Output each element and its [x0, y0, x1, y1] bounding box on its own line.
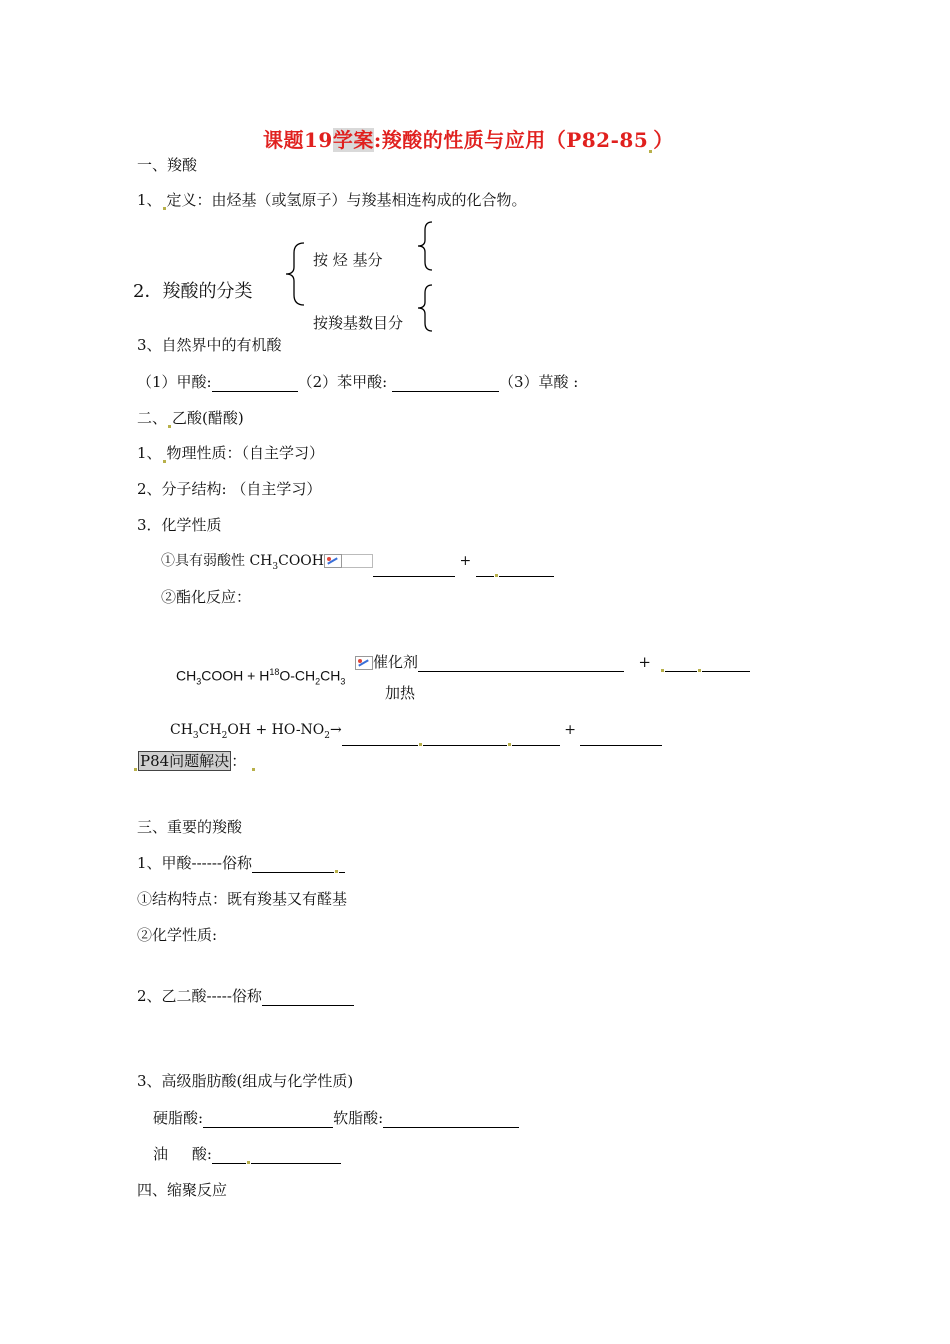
chemical-properties: 3．化学性质	[137, 516, 222, 534]
section-heading-1: 一、羧酸	[137, 156, 198, 174]
subscript: 2	[221, 730, 228, 741]
marker-dot	[508, 743, 511, 746]
nitration-blank-1[interactable]	[342, 729, 418, 746]
oleic-acid-label-b: 酸:	[191, 1145, 212, 1163]
title-end: ）	[653, 128, 674, 152]
section-heading-4: 四、缩聚反应	[137, 1181, 228, 1199]
water-blank-a[interactable]	[665, 655, 697, 672]
nitration-blank-4[interactable]	[580, 729, 662, 746]
marker-dot	[252, 768, 255, 771]
marker-dot	[495, 574, 498, 577]
subscript: 2	[315, 676, 321, 687]
page-title	[263, 124, 674, 153]
classification-label: 2．羧酸的分类	[133, 281, 253, 302]
plus-sign: +	[459, 553, 472, 569]
oleic-acid-blank-b[interactable]	[251, 1147, 341, 1164]
section-heading-3: 三、重要的羧酸	[137, 818, 243, 836]
formic-acid-text: 1、甲酸------俗称	[137, 854, 252, 872]
weak-acid-formula: COOH	[278, 553, 324, 569]
formula-part: CH	[198, 722, 222, 738]
formic-chemical-properties: ②化学性质:	[137, 926, 218, 944]
problem-solving-label: P84问题解决	[140, 752, 230, 770]
class-by-carboxyl-count: 按羧基数目分	[313, 314, 404, 332]
formula-part: CH	[320, 667, 341, 684]
marker-dot	[163, 207, 166, 210]
marker-dot	[247, 1161, 250, 1164]
stearic-acid-blank[interactable]	[203, 1111, 333, 1128]
marker-dot	[134, 768, 137, 771]
subscript: 3	[192, 730, 199, 741]
formula-part: COOH + H	[201, 667, 270, 684]
physical-text: 物理性质：（自主学习）	[166, 444, 325, 462]
formic-common-name-blank[interactable]	[252, 856, 334, 873]
definition-text: 定义：由烃基（或氢原子）与羧基相连构成的化合物。	[166, 191, 527, 209]
class-by-hydrocarbon: 按 烃 基分	[313, 251, 383, 269]
fatty-acid-heading: 3、高级脂肪酸(组成与化学性质)	[137, 1072, 354, 1090]
section-heading-2	[137, 408, 244, 428]
oxalic-common-name-blank[interactable]	[262, 989, 354, 1006]
catalyst-label: 催化剂	[373, 653, 419, 671]
formic-acid-line	[137, 853, 345, 873]
title-main: :羧酸的性质与应用（P82-85	[373, 128, 649, 152]
problem-solving-line	[133, 751, 256, 771]
esterification-equation	[176, 667, 345, 686]
product-blank-2a[interactable]	[476, 560, 494, 577]
subscript: 3	[340, 676, 346, 687]
formula-part: OH + HO-NO	[227, 722, 325, 738]
marker-dot	[335, 870, 338, 873]
superscript: 18	[269, 667, 280, 677]
left-brace	[284, 241, 306, 307]
title-prefix: 课题19	[263, 128, 333, 152]
section-2-title: 乙酸(醋酸)	[172, 409, 244, 427]
formic-acid-label: （1）甲酸:	[137, 373, 212, 391]
catalyst-line	[355, 652, 750, 672]
palmitic-acid-blank[interactable]	[383, 1111, 519, 1128]
oxalic-acid-line	[137, 986, 354, 1006]
product-blank-2b[interactable]	[499, 560, 554, 577]
oleic-acid-label-a: 油	[153, 1145, 169, 1163]
reaction-arrow-image	[324, 554, 342, 568]
marker-dot	[649, 150, 652, 153]
subscript: 2	[324, 730, 331, 741]
oxalic-acid-text: 2、乙二酸-----俗称	[137, 987, 262, 1005]
subscript: 3	[196, 676, 202, 687]
formic-common-name-end[interactable]	[339, 856, 345, 873]
stearic-acid-label: 硬脂酸:	[153, 1109, 204, 1127]
fatty-acid-line	[153, 1108, 519, 1128]
colon: ：	[231, 752, 247, 770]
natural-acids-heading: 3、自然界中的有机酸	[137, 336, 282, 354]
image-frame	[342, 554, 373, 568]
oleic-acid-blank-a[interactable]	[212, 1147, 246, 1164]
right-brace-1	[416, 220, 434, 272]
marker-dot	[661, 669, 664, 672]
ester-product-blank[interactable]	[418, 655, 624, 672]
section-2-number: 二、	[137, 409, 168, 427]
formic-acid-blank[interactable]	[212, 375, 298, 392]
definition-number: 1、	[137, 191, 162, 209]
palmitic-acid-label: 软脂酸:	[333, 1109, 384, 1127]
marker-dot	[168, 425, 171, 428]
arrow-icon: →	[330, 722, 342, 738]
molecular-structure: 2、分子结构: （自主学习）	[137, 480, 322, 498]
marker-dot	[163, 460, 166, 463]
nitration-blank-3[interactable]	[512, 729, 560, 746]
water-blank-b[interactable]	[702, 655, 750, 672]
weak-acid-text: ①具有弱酸性 CH	[161, 553, 273, 569]
reaction-arrow-image	[355, 656, 373, 670]
product-blank-1[interactable]	[373, 560, 455, 577]
structural-feature: ①结构特点：既有羧基又有醛基	[137, 890, 348, 908]
nitration-blank-2[interactable]	[423, 729, 507, 746]
plus-sign: +	[564, 722, 576, 738]
physical-properties	[137, 443, 324, 463]
plus-sign: +	[638, 653, 651, 671]
marker-dot	[698, 669, 701, 672]
oleic-acid-line	[153, 1144, 341, 1164]
marker-dot	[419, 743, 422, 746]
oxalic-acid-label: （3）草酸 :	[499, 373, 579, 391]
right-brace-2	[416, 283, 434, 333]
esterification-heading: ②酯化反应：	[161, 588, 252, 606]
benzoic-acid-blank[interactable]	[392, 375, 499, 392]
weak-acid-line	[161, 551, 554, 577]
formula-part: CH	[170, 722, 193, 738]
subscript: 3	[272, 561, 279, 572]
heat-condition: 加热	[385, 684, 416, 702]
benzoic-acid-label: （2）苯甲酸:	[297, 373, 388, 391]
formula-part: O-CH	[279, 667, 316, 684]
nitration-equation	[170, 720, 662, 746]
natural-acids-line	[137, 372, 578, 392]
physical-number: 1、	[137, 444, 162, 462]
definition-line	[137, 190, 527, 210]
title-highlight: 学案	[332, 128, 374, 152]
formula-part: CH	[176, 667, 197, 684]
